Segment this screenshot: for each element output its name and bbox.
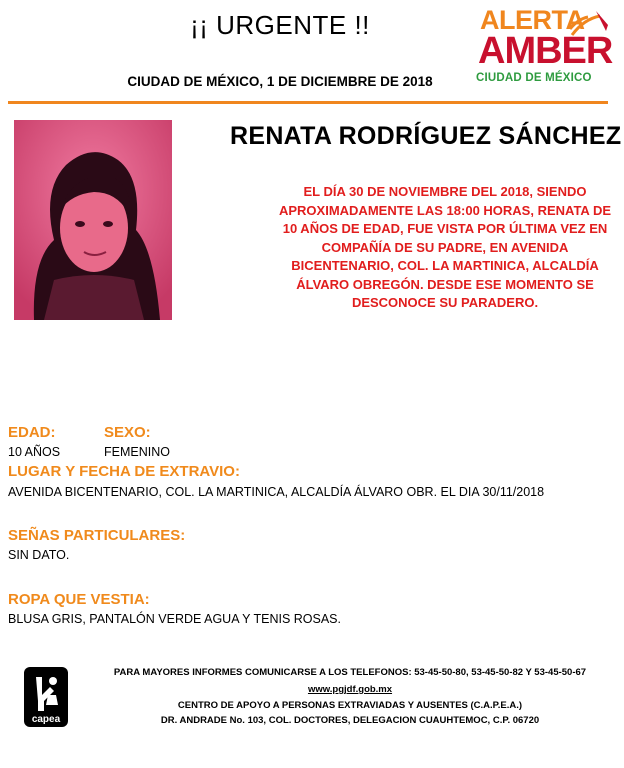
alerta-amber-logo — [474, 5, 614, 91]
senas-value: SIN DATO. — [8, 548, 70, 562]
incident-description: EL DÍA 30 DE NOVIEMBRE DEL 2018, SIENDO APROXIMADAMENTE LAS 18:00 HORAS, RENATA DE 10 AÑOS DE EDAD, FUE VISTA POR ÚLTIMA VEZ EN COMPAÑÍA DE SU PADRE, EN AVENIDA BICENTENARIO, COL. LA MARTINICA, ALCALDÍA ÁLVARO OBREGÓN. DESDE ESE MOMENTO SE DESCONOCE SU PARADERO. — [278, 184, 611, 310]
footer-website-link[interactable]: www.pgjdf.gob.mx — [307, 684, 393, 695]
urgent-heading: ¡¡ URGENTE !! — [190, 10, 370, 40]
sexo-value: FEMENINO — [104, 445, 170, 459]
header-divider — [8, 101, 608, 104]
person-name: RENATA RODRÍGUEZ SÁNCHEZ — [230, 122, 622, 150]
ropa-label: ROPA QUE VESTIA: — [8, 591, 150, 608]
footer-address: DR. ANDRADE No. 103, COL. DOCTORES, DELEGACION CUAUHTEMOC, C.P. 06720 — [160, 715, 540, 726]
capea-logo-text: capea — [31, 714, 61, 725]
logo-cdmx-text: CIUDAD DE MÉXICO — [476, 72, 592, 84]
ropa-value: BLUSA GRIS, PANTALÓN VERDE AGUA Y TENIS ROSAS. — [8, 612, 341, 626]
edad-label: EDAD: — [8, 424, 56, 441]
lugar-label: LUGAR Y FECHA DE EXTRAVIO: — [8, 463, 240, 480]
missing-person-photo — [14, 120, 172, 320]
senas-label: SEÑAS PARTICULARES: — [8, 527, 186, 544]
lugar-value: AVENIDA BICENTENARIO, COL. LA MARTINICA, ALCALDÍA ÁLVARO OBR. EL DIA 30/11/2018 — [8, 485, 545, 499]
logo-alerta-text: ALERTA — [480, 5, 585, 35]
edad-value: 10 AÑOS — [8, 445, 61, 459]
footer-center: CENTRO DE APOYO A PERSONAS EXTRAVIADAS Y AUSENTES (C.A.P.E.A.) — [177, 700, 523, 711]
footer-phones: PARA MAYORES INFORMES COMUNICARSE A LOS TELEFONOS: 53-45-50-80, 53-45-50-82 Y 53-45-50-67 — [113, 667, 587, 678]
capea-logo — [22, 665, 70, 729]
date-line: CIUDAD DE MÉXICO, 1 DE DICIEMBRE DE 2018 — [127, 74, 433, 89]
sexo-label: SEXO: — [104, 424, 151, 441]
logo-amber-text: AMBER — [478, 30, 613, 72]
